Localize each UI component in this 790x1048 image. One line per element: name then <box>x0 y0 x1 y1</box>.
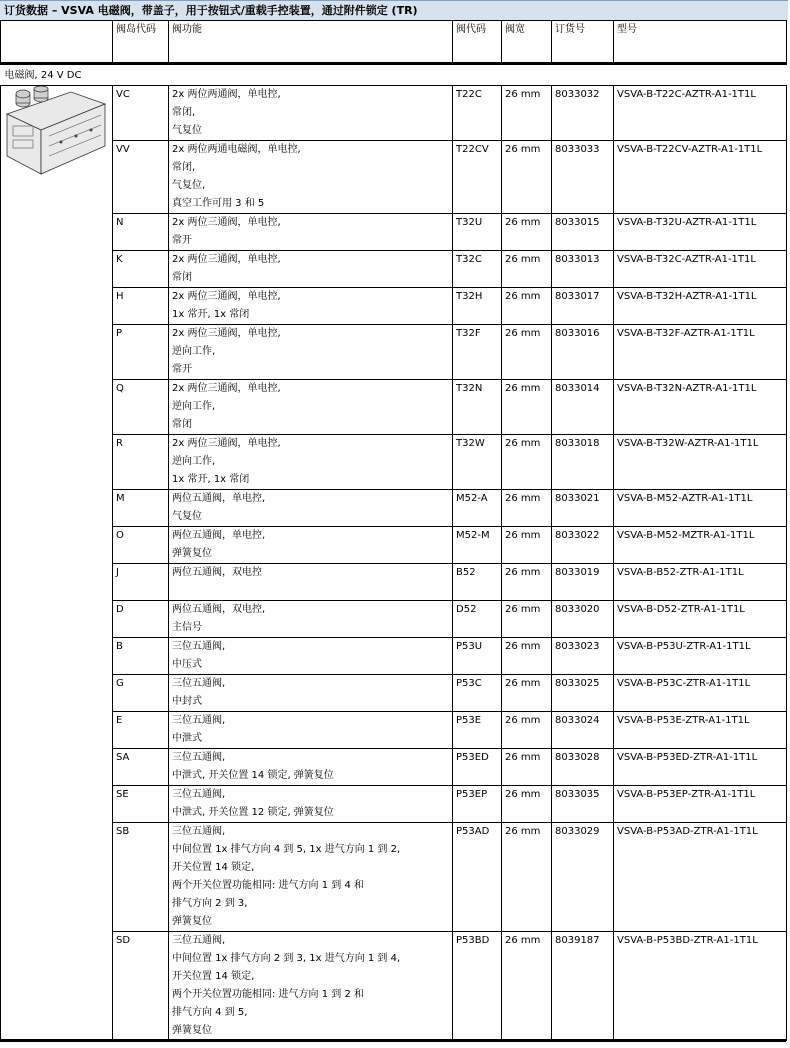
function-line: 两位五通阀，单电控, <box>172 530 266 541</box>
function-cell <box>169 490 453 527</box>
function-line: 排气方向 2 到 3, <box>172 898 248 909</box>
header-part-no: 订货号 <box>552 21 614 64</box>
width-cell: 26 mm <box>502 675 552 712</box>
function-line: 三位五通阀, <box>172 826 226 837</box>
function-line: 气复位, <box>172 180 206 191</box>
island-code-cell: Q <box>113 380 169 435</box>
island-code-cell: R <box>113 435 169 490</box>
function-line: 逆向工作, <box>172 401 216 412</box>
function-line: 逆向工作, <box>172 346 216 357</box>
image-cell <box>1 86 113 1041</box>
valve-code-cell: M52-M <box>453 527 502 564</box>
function-line: 三位五通阀, <box>172 789 226 800</box>
table-row <box>1 932 787 1041</box>
valve-code-cell: T32N <box>453 380 502 435</box>
valve-code-cell: D52 <box>453 601 502 638</box>
width-cell: 26 mm <box>502 823 552 932</box>
function-line: 常开 <box>172 364 192 375</box>
header-island-code: 阀岛代码 <box>113 21 169 64</box>
function-line <box>172 582 449 600</box>
table-row <box>1 675 787 712</box>
table-row <box>1 288 787 325</box>
function-cell <box>169 325 453 380</box>
island-code-cell: SA <box>113 749 169 786</box>
part-no-cell: 8033022 <box>552 527 614 564</box>
function-cell <box>169 749 453 786</box>
table-header-row <box>1 21 787 64</box>
function-line: 2x 两位三通阀，单电控, <box>172 438 281 449</box>
width-cell: 26 mm <box>502 601 552 638</box>
width-cell: 26 mm <box>502 435 552 490</box>
function-line: 常开 <box>172 235 192 246</box>
type-cell: VSVA-B-P53C-ZTR-A1-1T1L <box>614 675 787 712</box>
function-line: 中间位置 1x 排气方向 2 到 3, 1x 进气方向 1 到 4, <box>172 953 401 964</box>
type-cell: VSVA-B-T32U-AZTR-A1-1T1L <box>614 214 787 251</box>
function-line: 1x 常开, 1x 常闭 <box>172 309 250 320</box>
table-row <box>1 527 787 564</box>
function-line: 两位五通阀，双电控, <box>172 604 266 615</box>
function-line: 常闭, <box>172 162 196 173</box>
function-line: 中泄式, 开关位置 14 锁定, 弹簧复位 <box>172 770 334 781</box>
table-row <box>1 564 787 601</box>
function-line: 常闭 <box>172 272 192 283</box>
width-cell: 26 mm <box>502 288 552 325</box>
valve-code-cell: T32H <box>453 288 502 325</box>
function-line: 排气方向 4 到 5, <box>172 1007 248 1018</box>
ordering-table <box>0 20 787 1041</box>
table-row <box>1 749 787 786</box>
function-line: 2x 两位三通阀，单电控, <box>172 291 281 302</box>
part-no-cell: 8033019 <box>552 564 614 601</box>
part-no-cell: 8033013 <box>552 251 614 288</box>
type-cell: VSVA-B-T32N-AZTR-A1-1T1L <box>614 380 787 435</box>
width-cell: 26 mm <box>502 490 552 527</box>
part-no-cell: 8033024 <box>552 712 614 749</box>
function-cell <box>169 380 453 435</box>
table-row <box>1 214 787 251</box>
part-no-cell: 8033018 <box>552 435 614 490</box>
part-no-cell: 8033017 <box>552 288 614 325</box>
function-line: 中封式 <box>172 696 202 707</box>
valve-code-cell: P53C <box>453 675 502 712</box>
island-code-cell: N <box>113 214 169 251</box>
function-line: 两个开关位置功能相同: 进气方向 1 到 4 和 <box>172 880 364 891</box>
function-line: 2x 两位三通阀，单电控, <box>172 254 281 265</box>
function-cell <box>169 564 453 601</box>
type-cell: VSVA-B-P53AD-ZTR-A1-1T1L <box>614 823 787 932</box>
section-row <box>1 64 787 86</box>
page-title: 订货数据 – VSVA 电磁阀，带盖子，用于按钮式/重载手控装置，通过附件锁定 (TR) <box>4 4 418 17</box>
part-no-cell: 8033029 <box>552 823 614 932</box>
function-line: 弹簧复位 <box>172 916 212 927</box>
function-cell <box>169 601 453 638</box>
function-cell <box>169 251 453 288</box>
function-cell <box>169 712 453 749</box>
type-cell: VSVA-B-M52-AZTR-A1-1T1L <box>614 490 787 527</box>
table-row <box>1 435 787 490</box>
table-row <box>1 786 787 823</box>
function-line: 两位五通阀，双电控 <box>172 567 262 578</box>
valve-code-cell: T32C <box>453 251 502 288</box>
function-line: 2x 两位两通阀，单电控, <box>172 89 281 100</box>
function-line: 2x 两位三通阀，单电控, <box>172 328 281 339</box>
valve-code-cell: P53AD <box>453 823 502 932</box>
function-line: 2x 两位三通阀，单电控, <box>172 217 281 228</box>
function-cell <box>169 86 453 141</box>
table-row <box>1 712 787 749</box>
width-cell: 26 mm <box>502 712 552 749</box>
valve-code-cell: P53BD <box>453 932 502 1041</box>
part-no-cell: 8033021 <box>552 490 614 527</box>
function-line: 中泄式, 开关位置 12 锁定, 弹簧复位 <box>172 807 334 818</box>
function-cell <box>169 823 453 932</box>
width-cell: 26 mm <box>502 214 552 251</box>
width-cell: 26 mm <box>502 86 552 141</box>
table-row <box>1 601 787 638</box>
function-line: 弹簧复位 <box>172 1025 212 1036</box>
valve-code-cell: T32F <box>453 325 502 380</box>
header-function: 阀功能 <box>169 21 453 64</box>
table-row <box>1 638 787 675</box>
function-line: 常闭, <box>172 107 196 118</box>
function-line: 开关位置 14 锁定, <box>172 862 255 873</box>
width-cell: 26 mm <box>502 564 552 601</box>
function-line: 中压式 <box>172 659 202 670</box>
function-line: 三位五通阀, <box>172 752 226 763</box>
function-cell <box>169 435 453 490</box>
island-code-cell: SE <box>113 786 169 823</box>
header-valve-code: 阀代码 <box>453 21 502 64</box>
function-line: 常闭 <box>172 419 192 430</box>
type-cell: VSVA-B-M52-MZTR-A1-1T1L <box>614 527 787 564</box>
table-row <box>1 490 787 527</box>
function-cell <box>169 932 453 1041</box>
valve-code-cell: P53E <box>453 712 502 749</box>
width-cell: 26 mm <box>502 141 552 214</box>
table-row <box>1 380 787 435</box>
table-bottom-rule <box>0 1039 786 1042</box>
type-cell: VSVA-B-P53ED-ZTR-A1-1T1L <box>614 749 787 786</box>
function-line: 气复位 <box>172 511 202 522</box>
part-no-cell: 8033032 <box>552 86 614 141</box>
function-line: 三位五通阀, <box>172 678 226 689</box>
function-cell <box>169 638 453 675</box>
part-no-cell: 8039187 <box>552 932 614 1041</box>
type-cell: VSVA-B-T32H-AZTR-A1-1T1L <box>614 288 787 325</box>
part-no-cell: 8033014 <box>552 380 614 435</box>
function-line: 两位五通阀，单电控, <box>172 493 266 504</box>
valve-code-cell: P53ED <box>453 749 502 786</box>
table-row <box>1 86 787 141</box>
island-code-cell: SB <box>113 823 169 932</box>
type-cell: VSVA-B-T32F-AZTR-A1-1T1L <box>614 325 787 380</box>
type-cell: VSVA-B-P53U-ZTR-A1-1T1L <box>614 638 787 675</box>
part-no-cell: 8033025 <box>552 675 614 712</box>
function-line: 两个开关位置功能相同: 进气方向 1 到 2 和 <box>172 989 364 1000</box>
island-code-cell: B <box>113 638 169 675</box>
function-cell <box>169 288 453 325</box>
header-image-col <box>1 21 113 64</box>
function-cell <box>169 527 453 564</box>
width-cell: 26 mm <box>502 932 552 1041</box>
function-line: 真空工作可用 3 和 5 <box>172 198 265 209</box>
section-label: 电磁阀, 24 V DC <box>1 64 787 86</box>
function-cell <box>169 786 453 823</box>
part-no-cell: 8033035 <box>552 786 614 823</box>
table-row <box>1 325 787 380</box>
part-no-cell: 8033016 <box>552 325 614 380</box>
width-cell: 26 mm <box>502 527 552 564</box>
valve-product-image <box>1 86 107 178</box>
valve-code-cell: T22C <box>453 86 502 141</box>
valve-code-cell: P53EP <box>453 786 502 823</box>
function-cell <box>169 214 453 251</box>
part-no-cell: 8033020 <box>552 601 614 638</box>
part-no-cell: 8033023 <box>552 638 614 675</box>
island-code-cell: VV <box>113 141 169 214</box>
function-line: 弹簧复位 <box>172 548 212 559</box>
function-line: 主信号 <box>172 622 202 633</box>
type-cell: VSVA-B-T22C-AZTR-A1-1T1L <box>614 86 787 141</box>
type-cell: VSVA-B-P53BD-ZTR-A1-1T1L <box>614 932 787 1041</box>
part-no-cell: 8033033 <box>552 141 614 214</box>
function-line: 开关位置 14 锁定, <box>172 971 255 982</box>
island-code-cell: K <box>113 251 169 288</box>
valve-code-cell: M52-A <box>453 490 502 527</box>
function-line: 1x 常开, 1x 常闭 <box>172 474 250 485</box>
type-cell: VSVA-B-T22CV-AZTR-A1-1T1L <box>614 141 787 214</box>
island-code-cell: M <box>113 490 169 527</box>
valve-code-cell: T32U <box>453 214 502 251</box>
function-cell <box>169 675 453 712</box>
header-type: 型号 <box>614 21 787 64</box>
type-cell: VSVA-B-B52-ZTR-A1-1T1L <box>614 564 787 601</box>
width-cell: 26 mm <box>502 786 552 823</box>
header-width: 阀宽 <box>502 21 552 64</box>
function-line: 中间位置 1x 排气方向 4 到 5, 1x 进气方向 1 到 2, <box>172 844 401 855</box>
island-code-cell: D <box>113 601 169 638</box>
function-line: 三位五通阀, <box>172 715 226 726</box>
type-cell: VSVA-B-P53E-ZTR-A1-1T1L <box>614 712 787 749</box>
width-cell: 26 mm <box>502 638 552 675</box>
part-no-cell: 8033028 <box>552 749 614 786</box>
width-cell: 26 mm <box>502 251 552 288</box>
table-row <box>1 141 787 214</box>
valve-code-cell: T32W <box>453 435 502 490</box>
part-no-cell: 8033015 <box>552 214 614 251</box>
valve-code-cell: P53U <box>453 638 502 675</box>
island-code-cell: VC <box>113 86 169 141</box>
type-cell: VSVA-B-P53EP-ZTR-A1-1T1L <box>614 786 787 823</box>
valve-code-cell: B52 <box>453 564 502 601</box>
function-line: 三位五通阀, <box>172 935 226 946</box>
function-line: 中泄式 <box>172 733 202 744</box>
valve-code-cell: T22CV <box>453 141 502 214</box>
function-line: 2x 两位两通电磁阀，单电控, <box>172 144 301 155</box>
function-cell <box>169 141 453 214</box>
island-code-cell: O <box>113 527 169 564</box>
function-line: 三位五通阀, <box>172 641 226 652</box>
table-row <box>1 251 787 288</box>
width-cell: 26 mm <box>502 380 552 435</box>
function-line: 2x 两位三通阀，单电控, <box>172 383 281 394</box>
width-cell: 26 mm <box>502 749 552 786</box>
table-row <box>1 823 787 932</box>
type-cell: VSVA-B-D52-ZTR-A1-1T1L <box>614 601 787 638</box>
width-cell: 26 mm <box>502 325 552 380</box>
island-code-cell: E <box>113 712 169 749</box>
type-cell: VSVA-B-T32W-AZTR-A1-1T1L <box>614 435 787 490</box>
island-code-cell: H <box>113 288 169 325</box>
function-line: 气复位 <box>172 125 202 136</box>
island-code-cell: P <box>113 325 169 380</box>
island-code-cell: SD <box>113 932 169 1041</box>
title-bar <box>0 0 788 21</box>
function-line: 逆向工作, <box>172 456 216 467</box>
island-code-cell: J <box>113 564 169 601</box>
type-cell: VSVA-B-T32C-AZTR-A1-1T1L <box>614 251 787 288</box>
island-code-cell: G <box>113 675 169 712</box>
